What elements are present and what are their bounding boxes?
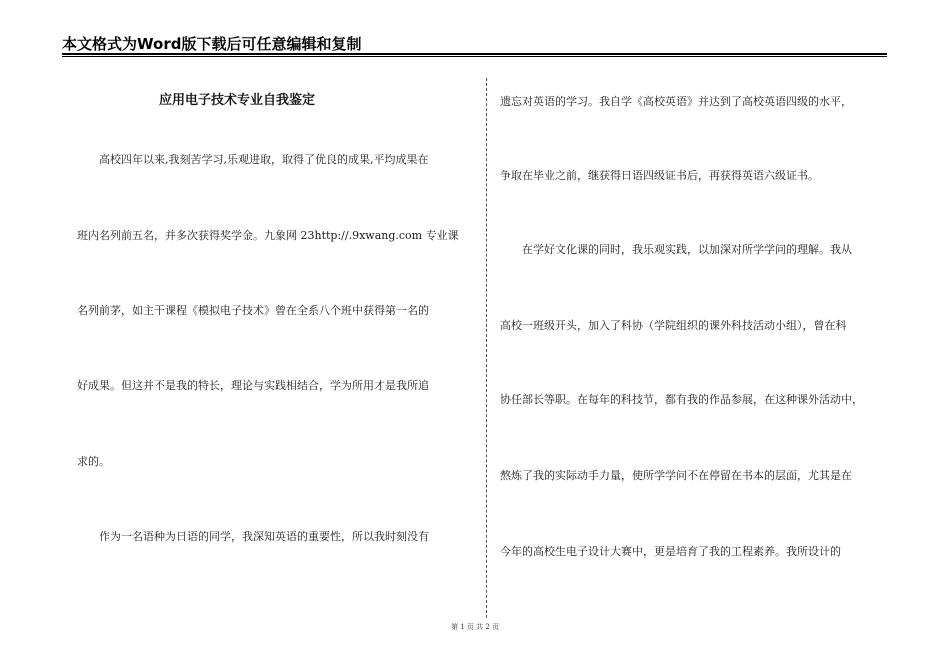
right-paragraph-2-line-1: 在学好文化课的同时，我乐观实践，以加深对所学学问的理解。我从 — [522, 243, 852, 256]
right-paragraph-2-line-5: 今年的高校生电子设计大赛中，更是培育了我的工程素养。我所设计的 — [500, 545, 841, 558]
article-title: 应用电子技术专业自我鉴定 — [158, 93, 315, 108]
right-paragraph-1-line-1: 遗忘对英语的学习。我自学《高校英语》并达到了高校英语四级的水平， — [500, 95, 852, 108]
page-number: 第 1 页 共 2 页 — [450, 623, 500, 631]
left-paragraph-1-line-5: 求的。 — [77, 455, 110, 468]
column-divider — [486, 78, 487, 618]
left-paragraph-1-line-1: 高校四年以来,我刻苦学习,乐观进取，取得了优良的成果,平均成果在 — [99, 153, 429, 166]
left-paragraph-1-line-4: 好成果。但这并不是我的特长，理论与实践相结合，学为所用才是我所追 — [77, 379, 429, 392]
right-paragraph-2-line-4: 熬炼了我的实际动手力量，使所学学问不在停留在书本的层面，尤其是在 — [500, 469, 852, 482]
right-paragraph-2-line-2: 高校一班级开头，加入了科协（学院组织的课外科技活动小组），曾在科 — [500, 319, 847, 332]
right-paragraph-2-line-3: 协任部长等职。在每年的科技节，都有我的作品参展，在这种课外活动中， — [500, 393, 863, 406]
left-paragraph-1-line-2: 班内名列前五名，并多次获得奖学金。九象网 23http://.9xwang.com 专业课 — [77, 229, 459, 242]
header-divider-thin — [62, 56, 887, 57]
left-paragraph-2-line-1: 作为一名语种为日语的同学，我深知英语的重要性，所以我时刻没有 — [99, 530, 429, 543]
right-paragraph-1-line-2: 争取在毕业之前，继获得日语四级证书后，再获得英语六级证书。 — [500, 169, 819, 182]
document-header-notice: 本文格式为Word版下载后可任意编辑和复制 — [62, 35, 362, 53]
left-paragraph-1-line-3: 名列前茅，如主干课程《模拟电子技术》曾在全系八个班中获得第一名的 — [77, 304, 429, 317]
header-divider — [62, 53, 887, 55]
